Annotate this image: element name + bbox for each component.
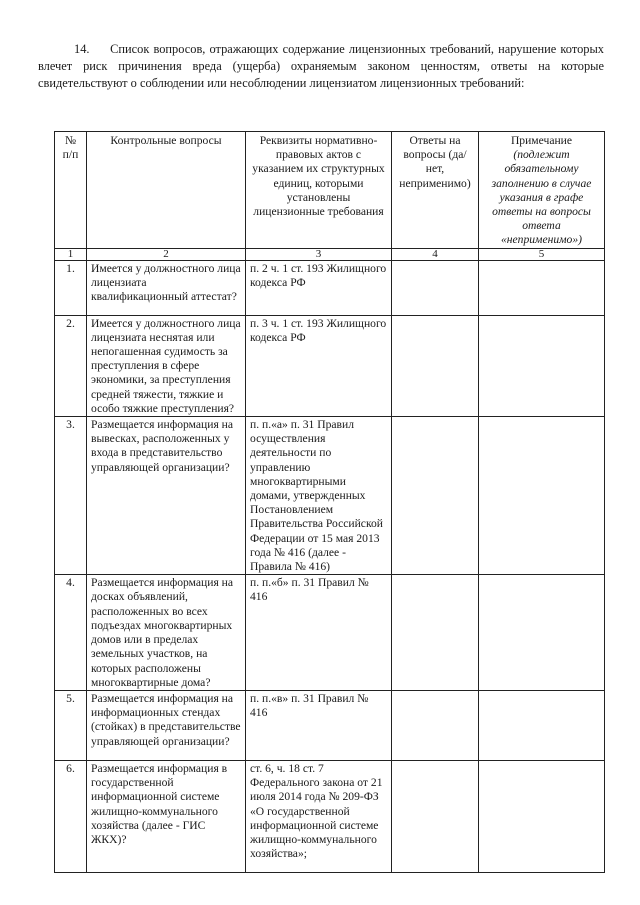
column-number: 4 xyxy=(392,248,479,260)
table-row xyxy=(55,260,605,315)
row-requisites: п. п.«б» п. 31 Правил № 416 xyxy=(246,575,392,691)
row-question: Размещается информация на вывесках, расположенных у входа в представительство управляющей организации? xyxy=(87,417,246,575)
header-note-italic: (подлежит обязательному заполнению в случае указания в графе ответы на вопросы ответа «неприменимо») xyxy=(491,148,592,247)
row-requisites: ст. 6, ч. 18 ст. 7 Федерального закона от 21 июля 2014 года № 209-ФЗ «О государственной информационной системе жилищно-коммунального хозяйства»; xyxy=(246,760,392,872)
row-note xyxy=(479,760,605,872)
row-answer xyxy=(392,315,479,416)
row-note xyxy=(479,260,605,315)
license-requirements-table xyxy=(54,131,605,873)
header-note xyxy=(479,132,605,249)
row-number: 2. xyxy=(55,315,87,416)
row-question: Размещается информация на досках объявлений, расположенных во всех подъездах многоквартирных домов или в пределах земельных участков, на которых расположены многоквартирные дома? xyxy=(87,575,246,691)
table-header-row xyxy=(55,132,605,249)
row-answer xyxy=(392,760,479,872)
header-question: Контрольные вопросы xyxy=(87,132,246,249)
header-requisites: Реквизиты нормативно-правовых актов с указанием их структурных единиц, которыми установлены лицензионные требования xyxy=(246,132,392,249)
row-number: 3. xyxy=(55,417,87,575)
intro-paragraph xyxy=(38,41,604,91)
header-answers: Ответы на вопросы (да/нет, неприменимо) xyxy=(392,132,479,249)
row-number: 1. xyxy=(55,260,87,315)
row-answer xyxy=(392,417,479,575)
header-note-title: Примечание xyxy=(510,134,573,147)
row-question: Имеется у должностного лица лицензиата неснятая или непогашенная судимость за преступления в сфере экономики, за преступления средней тяжести, тяжкие и особо тяжкие преступления? xyxy=(87,315,246,416)
table-row xyxy=(55,760,605,872)
intro-text: Список вопросов, отражающих содержание лицензионных требований, нарушение которых влечет риск причинения вреда (ущерба) охраняемым законом ценностям, ответы на которые свидетельствуют о соблюдении или несоблюдении лицензиатом лицензионных требований: xyxy=(38,42,604,90)
row-answer xyxy=(392,260,479,315)
row-note xyxy=(479,315,605,416)
column-number: 1 xyxy=(55,248,87,260)
column-number-row xyxy=(55,248,605,260)
row-requisites: п. 2 ч. 1 ст. 193 Жилищного кодекса РФ xyxy=(246,260,392,315)
row-number: 5. xyxy=(55,690,87,760)
column-number: 2 xyxy=(87,248,246,260)
row-note xyxy=(479,417,605,575)
column-number: 3 xyxy=(246,248,392,260)
row-answer xyxy=(392,575,479,691)
row-number: 6. xyxy=(55,760,87,872)
intro-number: 14. xyxy=(74,42,90,56)
table-row xyxy=(55,315,605,416)
row-question: Размещается информация на информационных стендах (стойках) в представительстве управляющей организации? xyxy=(87,690,246,760)
table-row xyxy=(55,417,605,575)
row-note xyxy=(479,690,605,760)
column-number: 5 xyxy=(479,248,605,260)
table-row xyxy=(55,575,605,691)
row-number: 4. xyxy=(55,575,87,691)
row-requisites: п. 3 ч. 1 ст. 193 Жилищного кодекса РФ xyxy=(246,315,392,416)
row-requisites: п. п.«а» п. 31 Правил осуществления деятельности по управлению многоквартирными домами, утвержденных Постановлением Правительства Российской Федерации от 15 мая 2013 года № 416 (далее - Правила № 416) xyxy=(246,417,392,575)
row-question: Размещается информация в государственной информационной системе жилищно-коммунального хозяйства (далее - ГИС ЖКХ)? xyxy=(87,760,246,872)
row-requisites: п. п.«в» п. 31 Правил № 416 xyxy=(246,690,392,760)
row-note xyxy=(479,575,605,691)
table-row xyxy=(55,690,605,760)
header-num: № п/п xyxy=(55,132,87,249)
row-question: Имеется у должностного лица лицензиата квалификационный аттестат? xyxy=(87,260,246,315)
row-answer xyxy=(392,690,479,760)
